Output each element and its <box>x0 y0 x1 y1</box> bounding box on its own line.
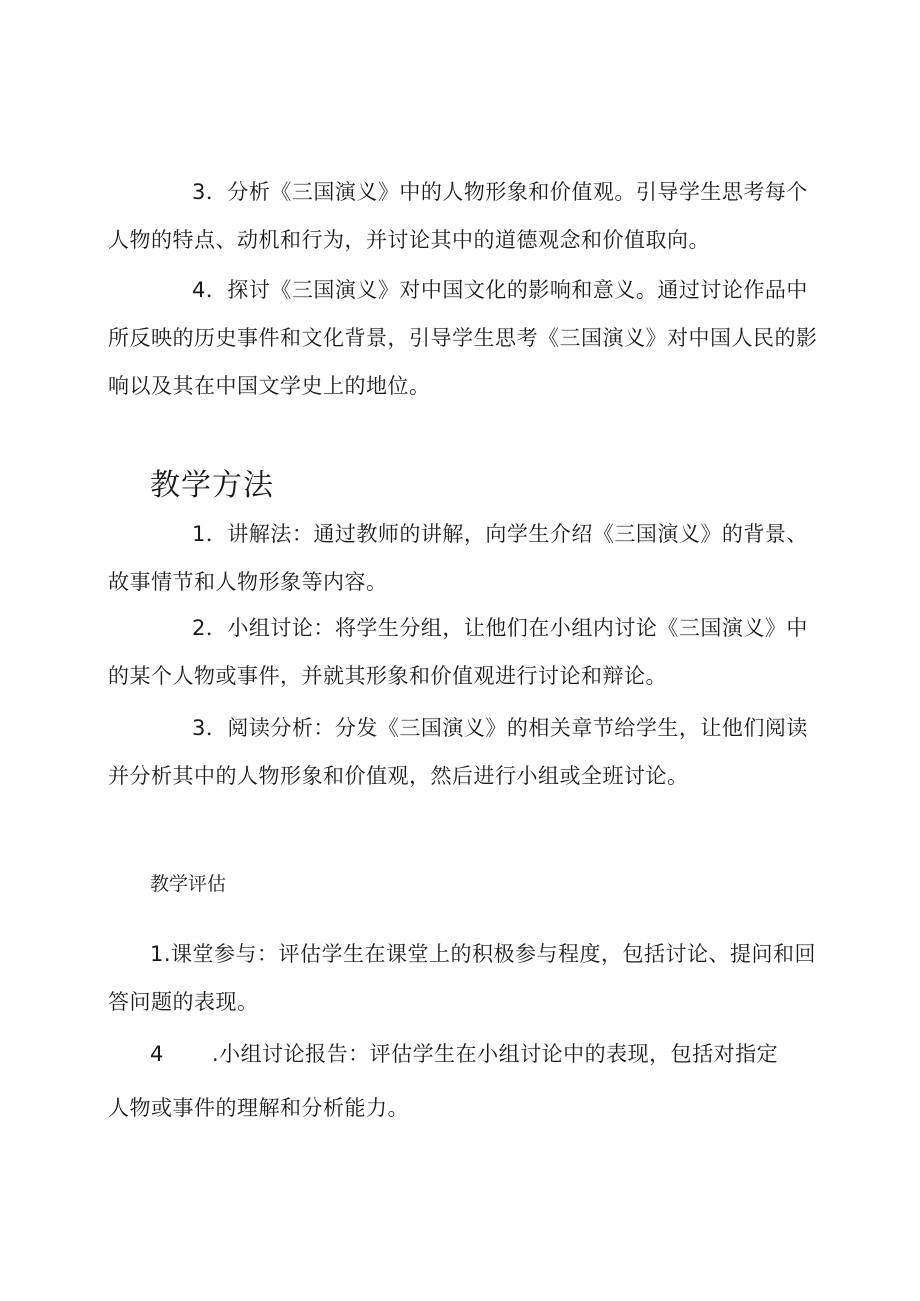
method-item-3 <box>108 704 828 800</box>
evaluation-heading: 教学评估 <box>150 873 227 895</box>
evaluation-item-2-line1: .小组讨论报告：评估学生在小组讨论中的表现，包括对指定 <box>212 1042 779 1066</box>
methods-heading: 教学方法 <box>150 468 274 503</box>
evaluation-item-1 <box>108 930 828 1026</box>
method-item-1 <box>108 510 828 606</box>
item-number: 2 <box>192 616 206 640</box>
item-text: 1.课堂参与：评估学生在课堂上的积极参与程度，包括讨论、提问和回答问题的表现。 <box>108 942 817 1014</box>
item-text: ．小组讨论：将学生分组，让他们在小组内讨论《三国演义》中的某个人物或事件，并就其形象和价值观进行讨论和辩论。 <box>108 616 808 688</box>
item-text: ．讲解法：通过教师的讲解，向学生介绍《三国演义》的背景、故事情节和人物形象等内容。 <box>108 522 808 594</box>
item-number: 3 <box>192 180 206 204</box>
item-text: ．探讨《三国演义》对中国文化的影响和意义。通过讨论作品中所反映的历史事件和文化背景，引导学生思考《三国演义》对中国人民的影响以及其在中国文学史上的地位。 <box>108 278 818 398</box>
method-item-2 <box>108 604 828 700</box>
evaluation-item-2-number: 4 <box>150 1042 164 1066</box>
item-number: 3 <box>192 716 206 740</box>
content-item-3 <box>108 168 828 264</box>
item-number: 1 <box>192 522 206 546</box>
item-text: ．阅读分析：分发《三国演义》的相关章节给学生，让他们阅读并分析其中的人物形象和价值观，然后进行小组或全班讨论。 <box>108 716 808 788</box>
evaluation-item-2-line2: 人物或事件的理解和分析能力。 <box>108 1096 409 1120</box>
item-number: 4 <box>192 278 206 302</box>
item-text: ．分析《三国演义》中的人物形象和价值观。引导学生思考每个人物的特点、动机和行为，并讨论其中的道德观念和价值取向。 <box>108 180 808 252</box>
content-item-4 <box>108 266 828 410</box>
